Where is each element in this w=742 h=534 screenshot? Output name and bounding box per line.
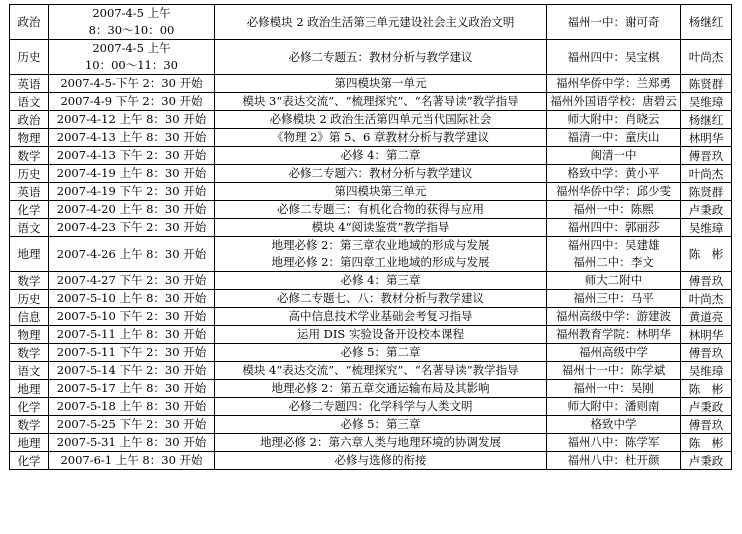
cell-host: 吴维璋 — [681, 219, 732, 237]
cell-topic-line: 必修二专题四：化学科学与人类文明 — [288, 399, 473, 413]
cell-speaker — [547, 219, 681, 237]
cell-time-line: 2007-4-9 下午 2：30 开始 — [60, 94, 203, 108]
table-row — [10, 290, 732, 308]
table-row — [10, 40, 732, 75]
cell-host: 林明华 — [681, 326, 732, 344]
cell-host: 陈 彬 — [681, 434, 732, 452]
cell-topic-line: 必修 4：第三章 — [340, 273, 421, 287]
cell-host: 陈贤群 — [681, 183, 732, 201]
cell-speaker-line: 福州十一中：陈学斌 — [561, 363, 666, 377]
table-row — [10, 398, 732, 416]
cell-topic-line: 必修二专题三：有机化合物的获得与应用 — [277, 202, 484, 216]
cell-time — [49, 165, 215, 183]
cell-host: 杨继红 — [681, 5, 732, 40]
cell-host: 卢秉政 — [681, 398, 732, 416]
table-row — [10, 326, 732, 344]
cell-host: 叶尚杰 — [681, 290, 732, 308]
cell-speaker-line: 福州一中：陈熙 — [573, 202, 654, 216]
table-row — [10, 380, 732, 398]
cell-topic — [215, 362, 547, 380]
cell-time-line: 2007-5-17 上午 8：30 开始 — [56, 381, 207, 395]
cell-subject: 英语 — [10, 183, 49, 201]
cell-host: 傅晋玖 — [681, 147, 732, 165]
cell-speaker-line: 福州华侨中学：邱少雯 — [556, 184, 671, 198]
cell-topic-line: 地理必修 2：第五章交通运输布局及其影响 — [271, 381, 490, 395]
cell-time-line: 2007-4-19 上午 8：30 开始 — [56, 166, 207, 180]
cell-topic — [215, 308, 547, 326]
table-row — [10, 452, 732, 470]
cell-subject: 物理 — [10, 326, 49, 344]
table-row — [10, 201, 732, 219]
table-row — [10, 344, 732, 362]
table-row — [10, 129, 732, 147]
cell-time-line: 2007-5-11 下午 2：30 开始 — [56, 345, 207, 359]
cell-topic — [215, 398, 547, 416]
cell-topic — [215, 75, 547, 93]
cell-host: 黄道亮 — [681, 308, 732, 326]
cell-host: 陈 彬 — [681, 237, 732, 272]
cell-topic-line: 必修二专题五：教材分析与教学建议 — [288, 49, 473, 64]
cell-time — [49, 452, 215, 470]
cell-subject: 数学 — [10, 416, 49, 434]
table-row — [10, 75, 732, 93]
cell-speaker-line: 福州华侨中学：兰郑勇 — [556, 76, 671, 90]
cell-time — [49, 434, 215, 452]
table-row — [10, 308, 732, 326]
cell-topic-line: 模块 4“阅读鉴赏”教学指导 — [311, 220, 450, 234]
cell-subject: 政治 — [10, 5, 49, 40]
cell-topic-line: 《物理 2》第 5、6 章教材分析与教学建议 — [272, 130, 489, 144]
cell-time-line: 2007-4-5 上午 — [92, 6, 171, 20]
cell-speaker — [547, 129, 681, 147]
cell-topic-line: 高中信息技术学业基础会考复习指导 — [288, 309, 473, 323]
cell-topic — [215, 183, 547, 201]
cell-time — [49, 183, 215, 201]
cell-topic — [215, 344, 547, 362]
cell-host: 卢秉政 — [681, 452, 732, 470]
cell-host: 傅晋玖 — [681, 416, 732, 434]
cell-topic — [215, 129, 547, 147]
table-row — [10, 219, 732, 237]
cell-speaker — [547, 290, 681, 308]
cell-time — [49, 398, 215, 416]
cell-speaker — [547, 308, 681, 326]
table-row — [10, 5, 732, 40]
cell-speaker-line: 福州四中：吴建雄 — [567, 238, 660, 252]
cell-host: 林明华 — [681, 129, 732, 147]
cell-topic — [215, 416, 547, 434]
cell-time — [49, 416, 215, 434]
cell-host: 傅晋玖 — [681, 344, 732, 362]
cell-topic — [215, 452, 547, 470]
cell-speaker — [547, 147, 681, 165]
cell-topic-line: 必修 5：第三章 — [340, 417, 421, 431]
cell-time-line: 2007-4-5-下午 2：30 开始 — [60, 76, 203, 90]
cell-subject: 历史 — [10, 290, 49, 308]
cell-time-line: 2007-4-20 上午 8：30 开始 — [56, 202, 207, 216]
cell-time — [49, 201, 215, 219]
cell-topic — [215, 434, 547, 452]
cell-subject: 语文 — [10, 93, 49, 111]
cell-time — [49, 147, 215, 165]
cell-subject: 语文 — [10, 362, 49, 380]
cell-subject: 历史 — [10, 165, 49, 183]
cell-topic-line: 第四模块第三单元 — [334, 184, 427, 198]
cell-time-line: 8：30～10：00 — [88, 23, 175, 37]
cell-speaker — [547, 165, 681, 183]
cell-topic-line: 必修 5：第二章 — [340, 345, 421, 359]
cell-speaker-line: 福州四中：吴宝棋 — [567, 49, 660, 64]
cell-speaker-line: 格致中学 — [590, 417, 637, 431]
cell-speaker-line: 福州八中：杜开颜 — [567, 453, 660, 467]
cell-speaker-line: 福州高级中学：游建波 — [556, 309, 671, 323]
cell-topic — [215, 237, 547, 272]
cell-time-line: 2007-4-27 下午 2：30 开始 — [56, 273, 207, 287]
cell-speaker — [547, 416, 681, 434]
cell-topic-line: 必修与选修的衔接 — [334, 453, 427, 467]
cell-topic — [215, 272, 547, 290]
cell-subject: 地理 — [10, 434, 49, 452]
cell-time-line: 10：00～11：30 — [84, 58, 179, 72]
schedule-table-body — [10, 5, 732, 470]
cell-host: 杨继红 — [681, 111, 732, 129]
cell-topic — [215, 326, 547, 344]
cell-topic — [215, 111, 547, 129]
cell-time — [49, 219, 215, 237]
cell-subject: 数学 — [10, 344, 49, 362]
cell-topic-line: 地理必修 2：第六章人类与地理环境的协调发展 — [260, 435, 501, 449]
cell-speaker-line: 师大附中：肖晓云 — [567, 112, 660, 126]
cell-host: 叶尚杰 — [681, 40, 732, 75]
cell-time — [49, 129, 215, 147]
cell-subject: 信息 — [10, 308, 49, 326]
cell-time-line: 2007-5-25 下午 2：30 开始 — [56, 417, 207, 431]
cell-speaker-line: 闽清一中 — [590, 148, 637, 162]
cell-subject: 化学 — [10, 398, 49, 416]
table-row — [10, 183, 732, 201]
cell-topic — [215, 147, 547, 165]
cell-subject: 历史 — [10, 40, 49, 75]
cell-time — [49, 290, 215, 308]
cell-topic-line: 模块 3“表达交流”、“梳理探究”、“名著导读”教学指导 — [242, 94, 519, 108]
cell-subject: 政治 — [10, 111, 49, 129]
cell-topic — [215, 40, 547, 75]
schedule-table-container — [9, 4, 732, 470]
cell-speaker-line: 福州教育学院：林明华 — [556, 327, 671, 341]
cell-time — [49, 344, 215, 362]
cell-subject: 英语 — [10, 75, 49, 93]
cell-subject: 物理 — [10, 129, 49, 147]
cell-topic-line: 模块 4“表达交流”、“梳理探究”、“名著导读”教学指导 — [242, 363, 519, 377]
cell-speaker — [547, 5, 681, 40]
cell-time-line: 2007-5-31 上午 8：30 开始 — [56, 435, 207, 449]
cell-speaker — [547, 362, 681, 380]
cell-time — [49, 237, 215, 272]
cell-speaker — [547, 398, 681, 416]
cell-speaker — [547, 111, 681, 129]
cell-host: 陈贤群 — [681, 75, 732, 93]
cell-speaker — [547, 452, 681, 470]
cell-time-line: 2007-4-5 上午 — [92, 41, 171, 55]
cell-topic-line: 必修模块 2 政治生活第四单元当代国际社会 — [269, 112, 492, 126]
cell-speaker — [547, 93, 681, 111]
cell-time-line: 2007-5-18 上午 8：30 开始 — [56, 399, 207, 413]
cell-time-line: 2007-5-10 上午 8：30 开始 — [56, 291, 207, 305]
cell-topic — [215, 380, 547, 398]
table-row — [10, 165, 732, 183]
cell-speaker — [547, 272, 681, 290]
table-row — [10, 362, 732, 380]
lecture-schedule-table — [9, 4, 732, 470]
cell-topic-line: 第四模块第一单元 — [334, 76, 427, 90]
cell-host: 吴维璋 — [681, 362, 732, 380]
cell-speaker — [547, 40, 681, 75]
cell-time — [49, 111, 215, 129]
cell-subject: 地理 — [10, 237, 49, 272]
cell-speaker-line: 福州二中：李文 — [573, 255, 654, 269]
cell-speaker — [547, 201, 681, 219]
cell-time-line: 2007-5-14 下午 2：30 开始 — [56, 363, 207, 377]
cell-speaker-line: 福州四中：郭丽莎 — [567, 220, 660, 234]
cell-time-line: 2007-5-11 上午 8：30 开始 — [56, 327, 207, 341]
cell-topic — [215, 5, 547, 40]
cell-speaker — [547, 183, 681, 201]
cell-topic — [215, 219, 547, 237]
cell-speaker-line: 福州外国语学校：唐碧云 — [550, 94, 677, 108]
table-row — [10, 272, 732, 290]
table-row — [10, 111, 732, 129]
cell-topic — [215, 165, 547, 183]
cell-subject: 数学 — [10, 272, 49, 290]
cell-speaker-line: 师大二附中 — [584, 273, 643, 287]
cell-speaker-line: 福州一中：谢可奇 — [567, 14, 660, 29]
cell-time-line: 2007-4-13 上午 8：30 开始 — [56, 130, 207, 144]
cell-speaker-line: 福州八中：陈学军 — [567, 435, 660, 449]
cell-time — [49, 380, 215, 398]
cell-speaker-line: 福州一中：吴刚 — [573, 381, 654, 395]
table-row — [10, 237, 732, 272]
table-row — [10, 416, 732, 434]
table-row — [10, 93, 732, 111]
cell-speaker-line: 师大附中：潘则南 — [567, 399, 660, 413]
cell-time — [49, 5, 215, 40]
cell-time-line: 2007-4-26 上午 8：30 开始 — [56, 246, 207, 261]
cell-subject: 化学 — [10, 201, 49, 219]
cell-time — [49, 93, 215, 111]
cell-speaker-line: 格致中学：黄小平 — [567, 166, 660, 180]
cell-time — [49, 40, 215, 75]
cell-time-line: 2007-4-23 下午 2：30 开始 — [56, 220, 207, 234]
cell-topic — [215, 93, 547, 111]
cell-time — [49, 308, 215, 326]
cell-speaker — [547, 434, 681, 452]
cell-time-line: 2007-4-19 下午 2：30 开始 — [56, 184, 207, 198]
cell-topic-line: 运用 DIS 实验设备开设校本课程 — [297, 327, 464, 341]
cell-time — [49, 362, 215, 380]
cell-time — [49, 75, 215, 93]
cell-speaker — [547, 326, 681, 344]
cell-subject: 化学 — [10, 452, 49, 470]
cell-topic-line: 必修二专题六：教材分析与教学建议 — [288, 166, 473, 180]
cell-time — [49, 326, 215, 344]
cell-topic-line: 必修二专题七、八：教材分析与教学建议 — [277, 291, 484, 305]
cell-speaker-line: 福清一中：童庆山 — [567, 130, 660, 144]
cell-topic — [215, 201, 547, 219]
cell-host: 卢秉政 — [681, 201, 732, 219]
cell-topic-line: 必修模块 2 政治生活第三单元建设社会主义政治文明 — [246, 14, 515, 29]
cell-host: 傅晋玖 — [681, 272, 732, 290]
cell-speaker — [547, 75, 681, 93]
cell-topic-line: 必修 4：第二章 — [340, 148, 421, 162]
table-row — [10, 147, 732, 165]
cell-speaker — [547, 380, 681, 398]
cell-time — [49, 272, 215, 290]
cell-host: 陈 彬 — [681, 380, 732, 398]
cell-time-line: 2007-6-1 上午 8：30 开始 — [60, 453, 203, 467]
cell-topic-line: 地理必修 2：第三章农业地域的形成与发展 — [271, 238, 490, 252]
cell-speaker — [547, 344, 681, 362]
cell-speaker-line: 福州高级中学 — [579, 345, 648, 359]
cell-topic — [215, 290, 547, 308]
cell-subject: 数学 — [10, 147, 49, 165]
cell-subject: 语文 — [10, 219, 49, 237]
table-row — [10, 434, 732, 452]
cell-subject: 地理 — [10, 380, 49, 398]
cell-speaker — [547, 237, 681, 272]
cell-host: 叶尚杰 — [681, 165, 732, 183]
cell-topic-line: 地理必修 2：第四章工业地域的形成与发展 — [271, 255, 490, 269]
cell-host: 吴维璋 — [681, 93, 732, 111]
cell-time-line: 2007-4-13 下午 2：30 开始 — [56, 148, 207, 162]
cell-time-line: 2007-4-12 上午 8：30 开始 — [56, 112, 207, 126]
cell-speaker-line: 福州三中：马平 — [573, 291, 654, 305]
cell-time-line: 2007-5-10 下午 2：30 开始 — [56, 309, 207, 323]
